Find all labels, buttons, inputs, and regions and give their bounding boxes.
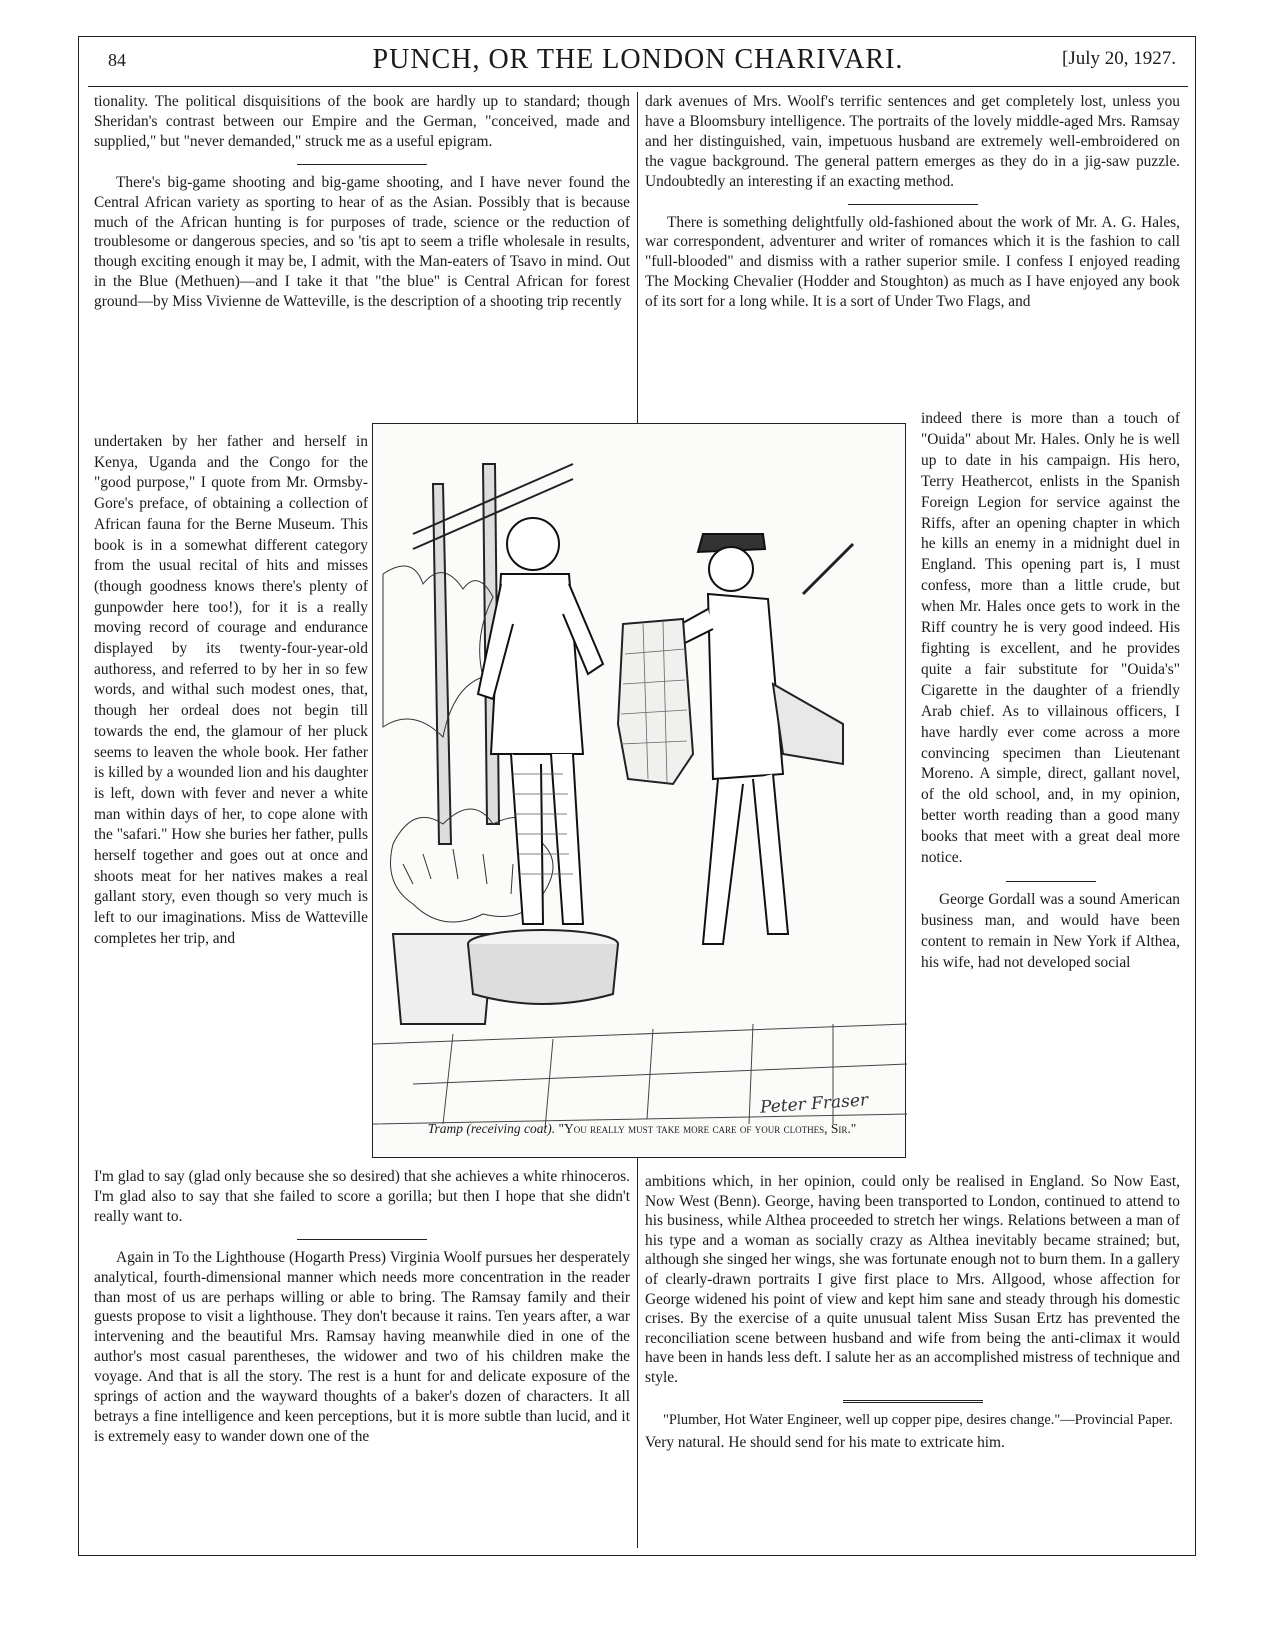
cartoon-caption xyxy=(392,1120,892,1137)
caption-speaker: Tramp (receiving coat). xyxy=(427,1121,556,1136)
right-column-top xyxy=(645,92,1180,312)
review-paragraph: George Gordall was a sound American business man, and would have been content to remain in New York if Althea, his wife, had not developed social xyxy=(921,890,1180,971)
left-column-top xyxy=(94,92,630,312)
section-divider xyxy=(1006,881,1096,882)
issue-date: [July 20, 1927. xyxy=(1062,48,1176,69)
page-number: 84 xyxy=(108,50,126,70)
review-paragraph: I'm glad to say (glad only because she so desired) that she achieves a white rhinoceros. I'm glad also to say that she failed to score a gorilla; but then I hope that she didn't really want to. xyxy=(94,1168,630,1225)
review-paragraph: There is something delightfully old-fashioned about the work of Mr. A. G. Hales, war correspondent, adventurer and writer of romances which it is the fashion to call "full-blooded" and dismiss with a rather superior smile. I confess I enjoyed reading The Mocking Chevalier (Hodder and Stoughton) as much as I have enjoyed any book of its sort for a long while. It is a sort of Under Two Flags, and xyxy=(645,213,1180,311)
review-paragraph: There's big-game shooting and big-game shooting, and I have never found the Central African variety as sporting to hear of as the Asian. Possibly that is because much of the African hunting is for purposes of trade, science or the reduction of troublesome or dangerous species, and so 'tis apt to seem a trifle wholesale in results, though exciting enough it may be, I admit, with the Man-eaters of Tsavo in mind. Out in the Blue (Methuen)—and I take it that "the blue" is Central African for forest ground—by Miss Vivienne de Watteville, is the description of a shooting trip recently xyxy=(94,173,630,311)
header-rule xyxy=(88,86,1188,87)
section-divider xyxy=(848,204,978,205)
left-column-bottom xyxy=(94,1167,630,1447)
left-column-wrap xyxy=(94,432,368,950)
closing-remark: Very natural. He should send for his mate to extricate him. xyxy=(645,1433,1005,1451)
masthead-title: PUNCH, OR THE LONDON CHARIVARI. xyxy=(372,44,904,75)
review-paragraph: indeed there is more than a touch of "Ouida" about Mr. Hales. Only he is well up to date in his campaign. His hero, Terry Heathercot, enlists in the Spanish Foreign Legion for service against the Riffs, after an opening chapter in which he kills an enemy in a midnight duel in England. This opening part is, I must confess, more than a little crude, but when Mr. Hales once gets to work in the Riff country he is very good indeed. His fighting is excellent, and he provides quite a fair substitute for "Ouida's" Cigarette in the daughter of a friendly Arab chief. As to villainous officers, I have hardly ever come across a more convincing specimen than Lieutenant Moreno. A simple, direct, gallant novel, of the old school, and, in my opinion, better worth reading than a good many books that meet with a great deal more notice. xyxy=(921,410,1180,867)
review-paragraph: undertaken by her father and herself in Kenya, Uganda and the Congo for the "good purpose," I quote from Mr. Ormsby-Gore's preface, of obtaining a collection of African fauna for the Berne Museum. This book is in a somewhat different category from the usual recital of hits and misses (though goodness knows there's plenty of gunpowder here too!), for it is a really moving record of courage and endurance displayed by its twenty-four-year-old authoress, and referred to by her in so few words, and withal such modest ones, that, though her ordeal does not begin till towards the end, the glamour of her pluck seems to leaven the whole book. Her father is killed by a wounded lion and his daughter is left, down with fever and never a white man within days of her, to cope alone with the "safari." How she buries her father, pulls herself together and goes out at once and shoots meat for her natives makes a real gallant story, even though so very much is left to our imaginations. Miss de Watteville completes her trip, and xyxy=(94,433,368,947)
double-divider xyxy=(843,1400,983,1403)
review-paragraph: dark avenues of Mrs. Woolf's terrific sentences and get completely lost, unless you have a Bloomsbury intelligence. The portraits of the lovely middle-aged Mrs. Ramsay and her distinguished, vain, impetuous husband are extremely well-embroidered on the vague background. The general pattern emerges as they do in a jig-saw puzzle. Undoubtedly an interesting if an exacting method. xyxy=(645,93,1180,190)
review-paragraph: Again in To the Lighthouse (Hogarth Press) Virginia Woolf pursues her desperately analytical, fourth-dimensional manner which needs more concentration in the reader than most of us are perhaps willing or able to bring. The Ramsay family and their guests propose to visit a lighthouse. They don't because it rains. Ten years after, a war intervening and the beautiful Mrs. Ramsay having meanwhile died in one of the author's most casual parentheses, the widower and two of his children make the voyage. And that is all the story. The rest is a hunt for and delicate exposure of the springs of action and the wayward thoughts of a baker's dozen of characters. It all betrays a fine intelligence and keen perceptions, but it is more subtle than lucid, and it is extremely easy to wander down one of the xyxy=(94,1248,630,1445)
section-divider xyxy=(297,1239,427,1240)
review-paragraph: tionality. The political disquisitions of the book are hardly up to standard; though Sheridan's contrast between our Empire and the German, "conceived, made and supplied," but "never demanded," struck me as a useful epigram. xyxy=(94,93,630,150)
review-paragraph: ambitions which, in her opinion, could only be realised in England. So Now East, Now West (Benn). George, having been transported to London, continued to attend to his business, while Althea proceeded to stretch her wings. Relations between a man of his type and a woman as socially crazy as Althea inevitably became strained; but, although she singed her wings, she was fortunate enough not to burn them. In a gallery of clearly-drawn portraits I give first place to Mrs. Allgood, whose affection for George widened his point of view and kept him sane and steady through his domestic crises. By the exercise of a quite unusual talent Miss Susan Ertz has prevented the reconciliation scene between husband and wife from being the anti-climax it would have been in hands less deft. I salute her as an accomplished mistress of technique and style. xyxy=(645,1173,1180,1386)
artist-signature: Peter Fraser xyxy=(759,1090,869,1118)
cartoon-drawing xyxy=(373,424,907,1159)
right-column-wrap xyxy=(921,409,1180,974)
cartoon-illustration xyxy=(372,423,906,1158)
quoted-advert: "Plumber, Hot Water Engineer, well up copper pipe, desires change."—Provincial Paper. xyxy=(663,1411,1173,1428)
page-header xyxy=(88,42,1188,82)
caption-dialogue: "You really must take more care of your clothes, Sir." xyxy=(558,1121,857,1136)
section-divider xyxy=(297,164,427,165)
right-column-bottom xyxy=(645,1172,1180,1452)
